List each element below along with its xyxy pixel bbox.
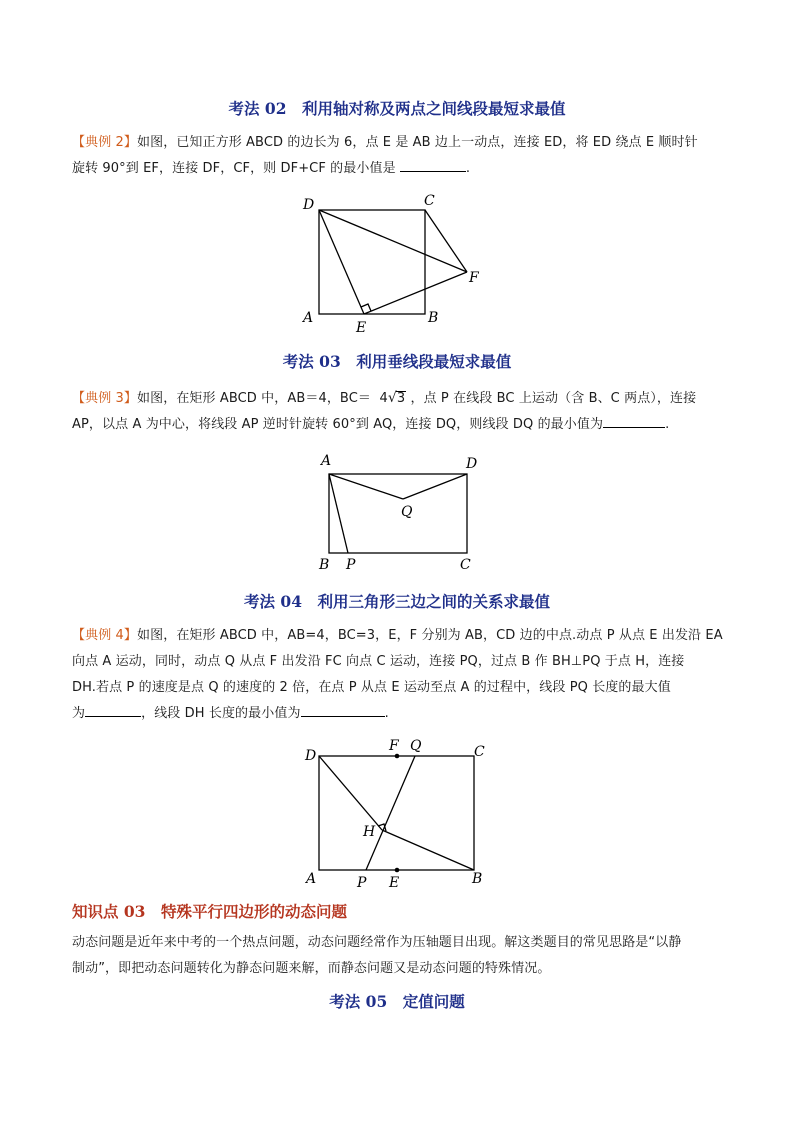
example-2-line2: 旋转 90°到 EF，连接 DF，CF，则 DF+CF 的最小值是: [72, 161, 396, 176]
math-coef: 4: [379, 391, 388, 406]
segment-pq: [366, 756, 415, 870]
point-f: [395, 754, 400, 759]
label-a: A: [321, 453, 332, 469]
label-e: E: [356, 320, 367, 336]
sqrt-symbol-icon: √: [387, 390, 397, 406]
example-3-tag: 【典例 3】: [72, 391, 138, 406]
label-f: F: [469, 270, 479, 286]
label-h: H: [363, 824, 376, 840]
example-2-text: 【典例 2】如图，已知正方形 ABCD 的边长为 6，点 E 是 AB 边上一动点，连接 ED，将 ED 绕点 E 顺时针 旋转 90°到 EF，连接 DF，CF，则 DF+CF 的最小值是 .: [72, 135, 698, 176]
rectangle-abcd: [319, 756, 474, 870]
section-title-03: 考法 03 利用垂线段最短求最值: [282, 352, 512, 371]
label-p: P: [357, 875, 367, 891]
label-a: A: [303, 310, 314, 326]
knowledge-point-text: 动态问题是近年来中考的一个热点问题，动态问题经常作为压轴题目出现。解这类题目的常见思路是“以静 制动”，即把动态问题转化为静态问题来解，而静态问题又是动态问题的特殊情况。: [72, 935, 682, 976]
label-p: P: [346, 557, 356, 573]
label-c: C: [460, 557, 471, 573]
example-3-text: 【典例 3】如图，在矩形 ABCD 中，AB＝4，BC＝ 4√3 ，点 P 在线段 BC 上运动（含 B、C 两点），连接 AP，以点 A 为中心，将线段 AP 逆时针旋转 60°到 AQ，连接 DQ，则线段 DQ 的最小值为 .: [72, 390, 697, 432]
label-c: C: [474, 744, 485, 760]
label-b: B: [428, 310, 439, 326]
example-4-tag: 【典例 4】: [72, 628, 138, 643]
label-d: D: [466, 456, 478, 472]
knowledge-point-title: 知识点 03 特殊平行四边形的动态问题: [72, 902, 347, 921]
section-title-04: 考法 04 利用三角形三边之间的关系求最值: [244, 592, 550, 611]
label-a: A: [306, 871, 317, 887]
example-4-text: 【典例 4】如图，在矩形 ABCD 中，AB=4，BC=3，E，F 分别为 AB，CD 边的中点.动点 P 从点 E 出发沿 EA 向点 A 运动，同时，动点 Q 从点 F 出发沿 FC 向点 C 运动，连接 PQ，过点 B 作 BH⊥PQ 于点 H，连接 DH.若点 P 的速度是点 Q 的速度的 2 倍，在点 P 从点 E 运动至点 A 的过程中，线段 PQ 长度的最大值 为 ，线段 DH 长度的最小值为 .: [72, 628, 723, 721]
segment-dh: [319, 756, 382, 830]
label-f: F: [389, 738, 399, 754]
label-q: Q: [401, 504, 413, 520]
math-radicand: 3: [396, 391, 406, 406]
point-e: [395, 868, 400, 873]
label-c: C: [424, 193, 435, 209]
example-2-tag: 【典例 2】: [72, 135, 138, 150]
label-b: B: [319, 557, 330, 573]
example-2-line1: 如图，已知正方形 ABCD 的边长为 6，点 E 是 AB 边上一动点，连接 ED，将 ED 绕点 E 顺时针: [137, 135, 698, 150]
section-title-02: 考法 02 利用轴对称及两点之间线段最短求最值: [228, 99, 566, 118]
segment-bh: [382, 830, 474, 870]
section-title-05: 考法 05 定值问题: [329, 992, 465, 1011]
label-d: D: [303, 197, 315, 213]
label-e: E: [389, 875, 400, 891]
label-b: B: [472, 871, 483, 887]
label-q: Q: [410, 738, 422, 754]
label-d: D: [305, 748, 317, 764]
